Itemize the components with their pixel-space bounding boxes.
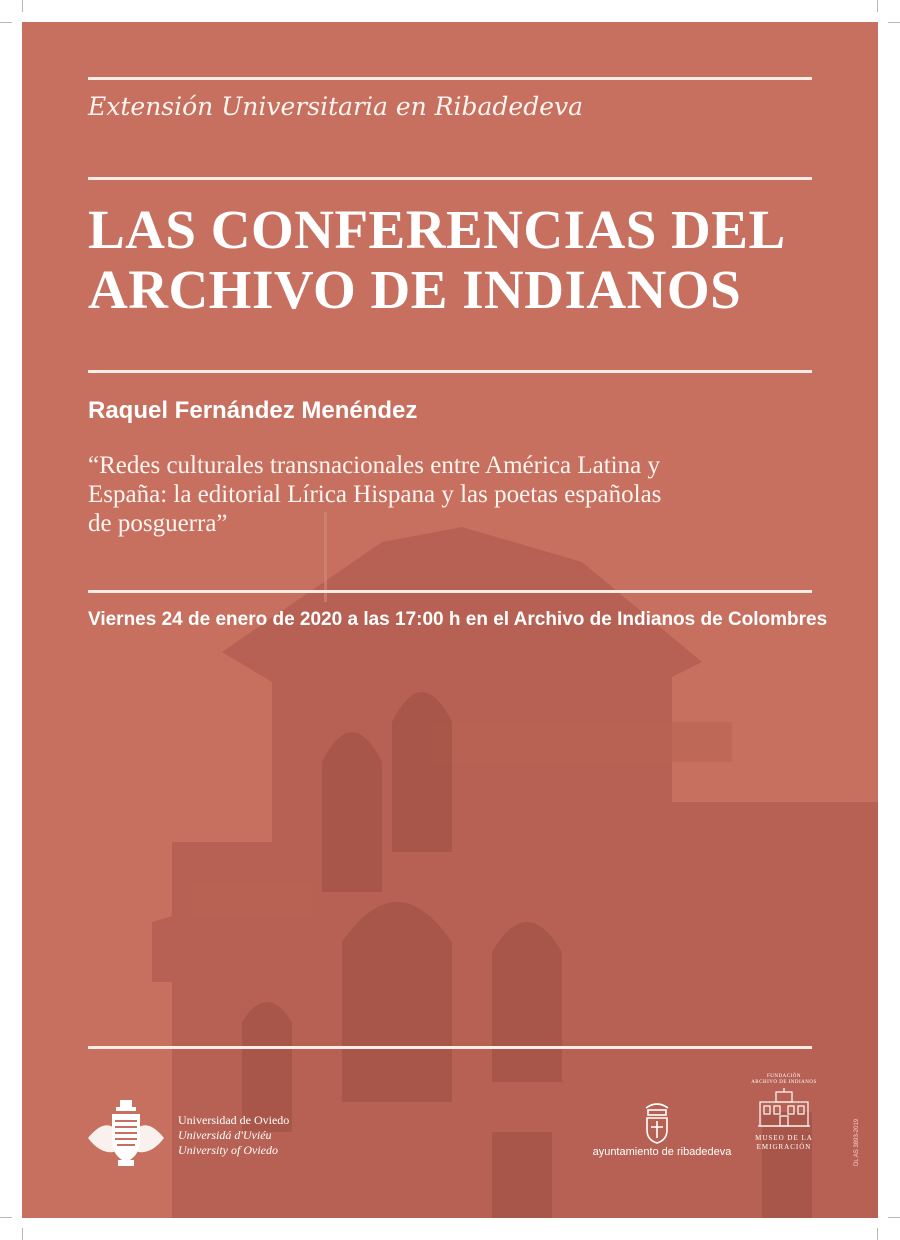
title-line: ARCHIVO DE INDIANOS	[88, 259, 742, 320]
event-date-place: Viernes 24 de enero de 2020 a las 17:00 h en el Archivo de Indianos de Colombres	[88, 609, 828, 630]
museo-label	[744, 1134, 824, 1152]
university-crest-icon	[84, 1098, 168, 1168]
university-name-es: Universidad de Oviedo	[178, 1113, 290, 1127]
page-title	[88, 200, 828, 320]
crop-mark	[0, 1217, 12, 1218]
lecture-title-line: España: la editorial Lírica Hispana y las poetas españolas	[88, 481, 662, 508]
crop-mark	[877, 1228, 878, 1240]
crop-mark	[888, 22, 900, 23]
title-line: LAS CONFERENCIAS DEL	[88, 199, 786, 260]
university-name-en: University of Oviedo	[178, 1143, 278, 1157]
crop-mark	[22, 0, 23, 12]
series-subtitle: Extensión Universitaria en Ribadedeva	[88, 92, 584, 121]
crop-mark	[877, 0, 878, 12]
museum-building-icon	[756, 1088, 812, 1128]
lecture-title-line: de posguerra”	[88, 510, 228, 537]
municipal-shield-icon	[642, 1102, 672, 1144]
divider	[88, 370, 812, 373]
divider	[88, 1046, 812, 1049]
crop-mark	[888, 1217, 900, 1218]
speaker-name: Raquel Fernández Menéndez	[88, 397, 418, 424]
divider	[88, 590, 812, 593]
divider	[88, 177, 812, 180]
museo-line: EMIGRACIÓN	[756, 1143, 812, 1151]
university-names	[178, 1113, 289, 1158]
museo-line: MUSEO DE LA	[755, 1134, 813, 1142]
fundacion-line: ARCHIVO DE INDIANOS	[751, 1080, 817, 1085]
poster	[22, 22, 878, 1218]
lecture-title-line: “Redes culturales transnacionales entre América Latina y	[88, 452, 660, 479]
crop-mark	[0, 22, 12, 23]
divider	[88, 77, 812, 80]
lecture-title	[88, 451, 828, 538]
university-name-ast: Universidá d'Uviéu	[178, 1128, 272, 1142]
ayuntamiento-name: ayuntamiento de ribadedeva	[592, 1146, 732, 1158]
crop-mark	[22, 1228, 23, 1240]
fundacion-line: FUNDACIÓN	[767, 1074, 801, 1079]
legal-deposit-code: DL AS 3893-2019	[854, 1118, 860, 1166]
fundacion-label	[744, 1074, 824, 1086]
